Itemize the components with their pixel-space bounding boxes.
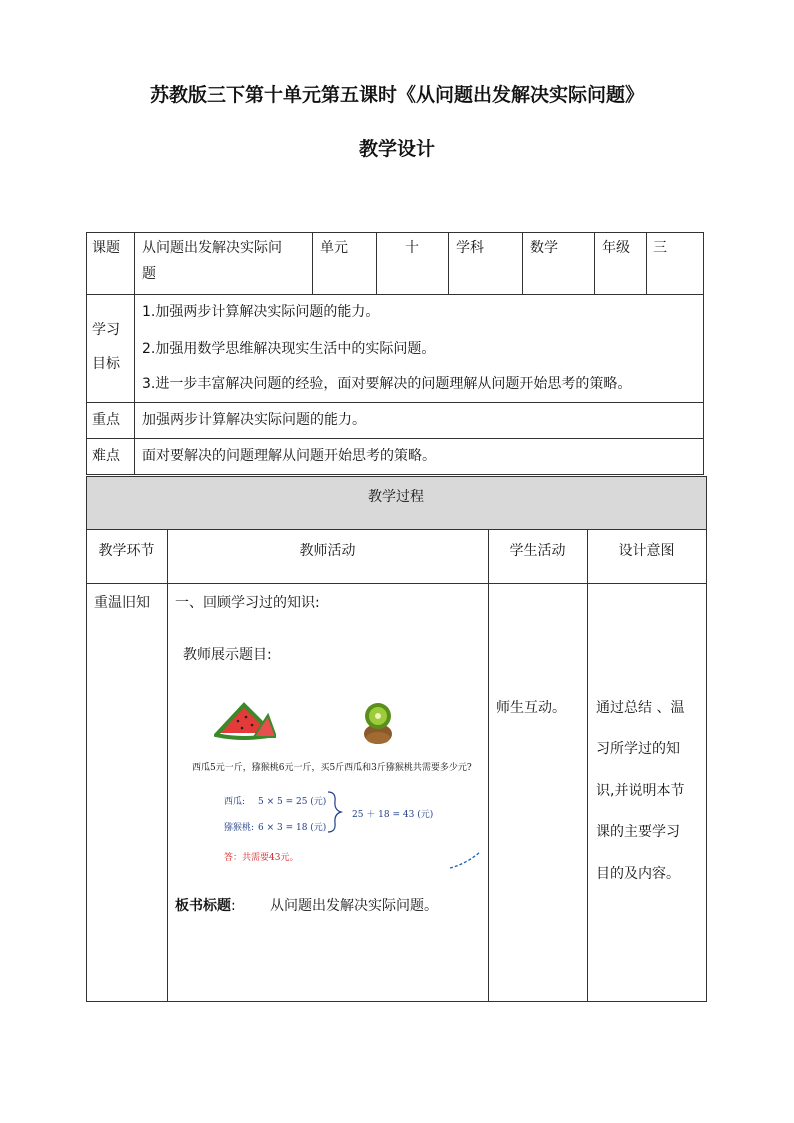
watermelon-image	[214, 697, 276, 741]
intent-line: 课的主要学习	[596, 824, 680, 840]
document-title: 苏教版三下第十单元第五课时《从问题出发解决实际问题》	[149, 84, 644, 106]
topic-value-line1: 从问题出发解决实际问	[142, 240, 282, 256]
intent-line: 识,并说明本节	[596, 783, 685, 799]
calc-watermelon: 5 × 5 = 25 (元)	[258, 797, 327, 807]
document-subtitle: 教学设计	[358, 138, 435, 160]
difficulty-label: 难点	[92, 448, 120, 464]
subject-value: 数学	[530, 240, 558, 256]
board-title-label: 板书标题:	[175, 898, 236, 914]
column-header-intent: 设计意图	[618, 543, 675, 559]
topic-value-line2: 题	[142, 266, 156, 282]
calc-kiwi: 6 × 3 = 18 (元)	[258, 823, 327, 833]
key-point-value: 加强两步计算解决实际问题的能力。	[142, 412, 366, 428]
process-title: 教学过程	[368, 489, 424, 505]
column-header-teacher: 教师活动	[299, 543, 356, 559]
teacher-heading: 一、回顾学习过的知识:	[175, 595, 320, 611]
goal-item: 3.进一步丰富解决问题的经验，面对要解决的问题理解从问题开始思考的策略。	[142, 376, 632, 392]
answer-text: 答：共需要43元。	[224, 853, 299, 863]
intent-line: 习所学过的知	[596, 741, 680, 757]
key-point-label: 重点	[92, 412, 120, 428]
topic-label: 课题	[92, 240, 120, 256]
decorative-curve	[448, 850, 484, 872]
goals-label-2: 目标	[92, 356, 120, 372]
goals-label-1: 学习	[92, 322, 120, 338]
stage-review: 重温旧知	[94, 595, 150, 611]
teacher-show: 教师展示题目:	[183, 647, 272, 663]
column-header-student: 学生活动	[509, 543, 566, 559]
intent-line: 目的及内容。	[596, 866, 680, 882]
intent-line: 通过总结 、温	[596, 700, 685, 716]
student-activity: 师生互动。	[496, 700, 566, 716]
calc-label-watermelon: 西瓜:	[224, 797, 246, 807]
calc-label-kiwi: 猕猴桃:	[224, 823, 255, 833]
brace-icon	[326, 790, 344, 834]
word-problem: 西瓜5元一斤，猕猴桃6元一斤，买5斤西瓜和3斤猕猴桃共需要多少元?	[192, 763, 472, 773]
subject-label: 学科	[456, 240, 484, 256]
column-header-stage: 教学环节	[98, 543, 155, 559]
calc-total: 25 ＋ 18 = 43 (元)	[352, 810, 434, 820]
unit-label: 单元	[320, 240, 348, 256]
goal-item: 2.加强用数学思维解决现实生活中的实际问题。	[142, 341, 436, 357]
board-title-value: 从问题出发解决实际问题。	[270, 898, 438, 914]
difficulty-value: 面对要解决的问题理解从问题开始思考的策略。	[142, 448, 436, 464]
unit-value: 十	[405, 240, 419, 256]
grade-label: 年级	[602, 240, 630, 256]
goal-item: 1.加强两步计算解决实际问题的能力。	[142, 304, 380, 320]
grade-value: 三	[653, 240, 667, 256]
kiwi-image	[358, 700, 398, 748]
